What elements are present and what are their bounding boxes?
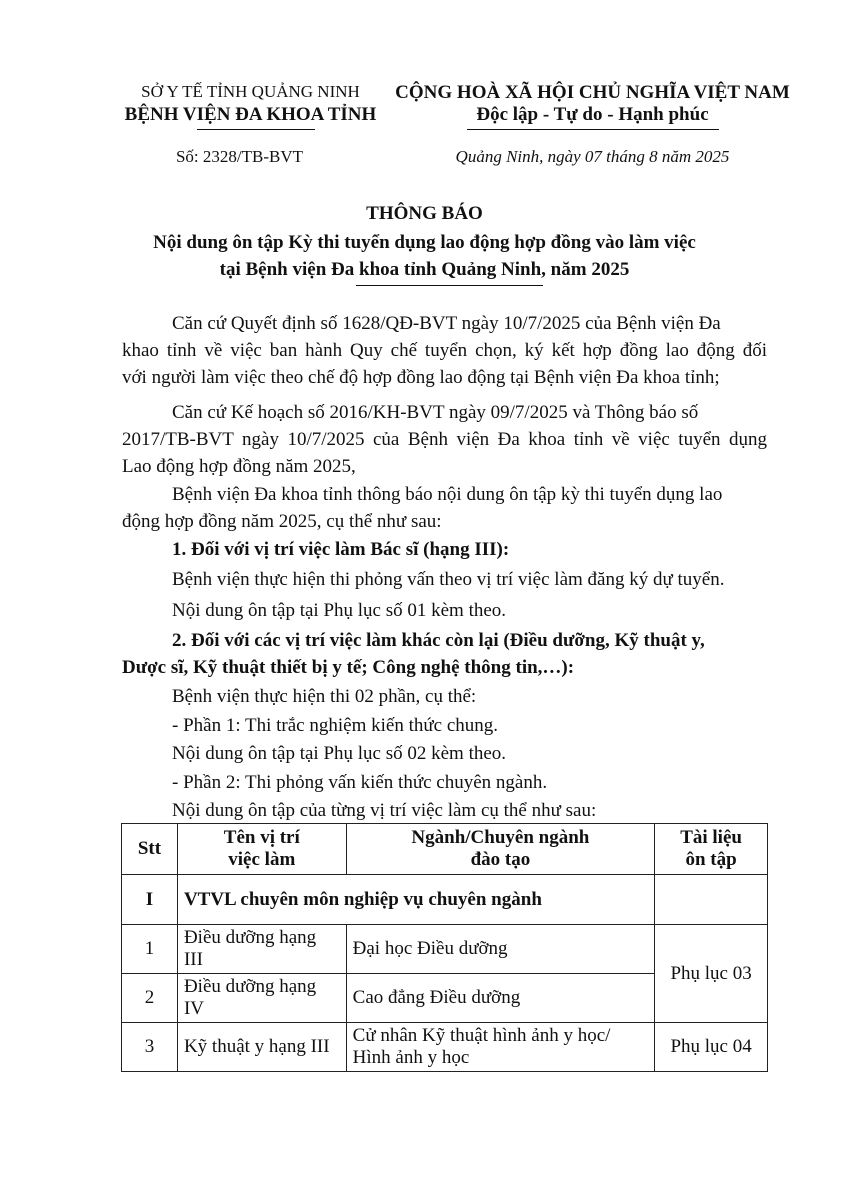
hospital-name: BỆNH VIỆN ĐA KHOA TỈNH: [124, 104, 377, 125]
para1-line3: với người làm việc theo chế độ hợp đồng lao động tại Bệnh viện Đa khoa tỉnh;: [122, 367, 720, 388]
table-row: [122, 925, 768, 974]
table-header-row: [122, 824, 768, 875]
document-title: THÔNG BÁO: [366, 203, 483, 224]
section1-line2: Nội dung ôn tập tại Phụ lục số 01 kèm theo.: [172, 600, 507, 621]
para2-line2: 2017/TB-BVT ngày 10/7/2025 của Bệnh viện Đa khoa tỉnh về việc tuyển dụng: [122, 429, 767, 450]
title-underline: [356, 285, 543, 286]
subtitle-line-1: Nội dung ôn tập Kỳ thi tuyển dụng lao động hợp đồng vào làm việc: [153, 232, 696, 253]
row-major: [346, 1023, 655, 1072]
agency-name: SỞ Y TẾ TỈNH QUẢNG NINH: [141, 82, 360, 101]
header-material-line2: ôn tập: [685, 849, 737, 870]
row-major: Cao đẳng Điều dưỡng: [346, 974, 655, 1023]
row-position-line1: Điều dưỡng hạng: [183, 976, 317, 997]
row-position: [177, 925, 346, 974]
row-major-line2: Hình ảnh y học: [352, 1047, 470, 1068]
section1-heading: 1. Đối với vị trí việc làm Bác sĩ (hạng III):: [172, 539, 510, 560]
row-stt: 1: [122, 925, 178, 974]
header-major: [346, 824, 655, 875]
header-material: [655, 824, 768, 875]
header-major-line2: đào tạo: [470, 849, 531, 870]
subtitle-line-2: tại Bệnh viện Đa khoa tỉnh Quảng Ninh, năm 2025: [219, 259, 630, 280]
section2-line3: Nội dung ôn tập tại Phụ lục số 02 kèm theo.: [172, 743, 507, 764]
nation-name: CỘNG HOÀ XÃ HỘI CHỦ NGHĨA VIỆT NAM: [395, 82, 790, 103]
row-position-line2: III: [183, 949, 203, 970]
section1-line1: Bệnh viện thực hiện thi phỏng vấn theo vị trí việc làm đăng ký dự tuyển.: [172, 569, 725, 590]
row-position: [177, 974, 346, 1023]
para2-line1: Căn cứ Kế hoạch số 2016/KH-BVT ngày 09/7/2025 và Thông báo số: [172, 402, 699, 423]
para2-line3: Lao động hợp đồng năm 2025,: [122, 456, 356, 477]
section2-heading-line2: Dược sĩ, Kỹ thuật thiết bị y tế; Công nghệ thông tin,…):: [122, 657, 575, 678]
national-motto: Độc lập - Tự do - Hạnh phúc: [476, 104, 709, 125]
header-material-line1: Tài liệu: [680, 827, 742, 848]
para1-line1: Căn cứ Quyết định số 1628/QĐ-BVT ngày 10/7/2025 của Bệnh viện Đa: [172, 313, 721, 334]
header-major-line1: Ngành/Chuyên ngành: [411, 827, 590, 848]
place-date: Quảng Ninh, ngày 07 tháng 8 năm 2025: [455, 147, 730, 166]
row-stt: 3: [122, 1023, 178, 1072]
section2-heading-line1: 2. Đối với các vị trí việc làm khác còn lại (Điều dưỡng, Kỹ thuật y,: [172, 630, 705, 651]
row-position-line1: Điều dưỡng hạng: [183, 927, 317, 948]
header-position-line2: việc làm: [228, 849, 296, 870]
section2-line1: Bệnh viện thực hiện thi 02 phần, cụ thể:: [172, 686, 477, 707]
row-position: Kỹ thuật y hạng III: [177, 1023, 346, 1072]
group-label: VTVL chuyên môn nghiệp vụ chuyên ngành: [177, 875, 654, 925]
row-material: Phụ lục 04: [655, 1023, 768, 1072]
row-major: Đại học Điều dưỡng: [346, 925, 655, 974]
header-position: [177, 824, 346, 875]
header-stt: Stt: [122, 824, 178, 875]
section2-line2: - Phần 1: Thi trắc nghiệm kiến thức chung.: [172, 715, 499, 736]
section2-line4: - Phần 2: Thi phỏng vấn kiến thức chuyên ngành.: [172, 772, 548, 793]
document-number: Số: 2328/TB-BVT: [175, 147, 304, 166]
section2-line5: Nội dung ôn tập của từng vị trí việc làm cụ thể như sau:: [172, 800, 597, 821]
row-position-line2: IV: [183, 998, 204, 1019]
hospital-underline: [197, 129, 315, 130]
group-stt: I: [122, 875, 178, 925]
para3-line2: động hợp đồng năm 2025, cụ thể như sau:: [122, 511, 442, 532]
group-material: [655, 875, 768, 925]
para3-line1: Bệnh viện Đa khoa tỉnh thông báo nội dung ôn tập kỳ thi tuyển dụng lao: [172, 484, 723, 505]
para1-line2: khao tỉnh về việc ban hành Quy chế tuyển chọn, ký kết hợp đồng lao động đối: [122, 340, 767, 361]
row-stt: 2: [122, 974, 178, 1023]
table-group-row: [122, 875, 768, 925]
motto-underline: [467, 129, 719, 130]
row-material-shared: Phụ lục 03: [655, 925, 768, 1023]
positions-table: [121, 823, 768, 1072]
row-major-line1: Cử nhân Kỹ thuật hình ảnh y học/: [352, 1025, 611, 1046]
header-position-line1: Tên vị trí: [223, 827, 300, 848]
table-row: [122, 1023, 768, 1072]
